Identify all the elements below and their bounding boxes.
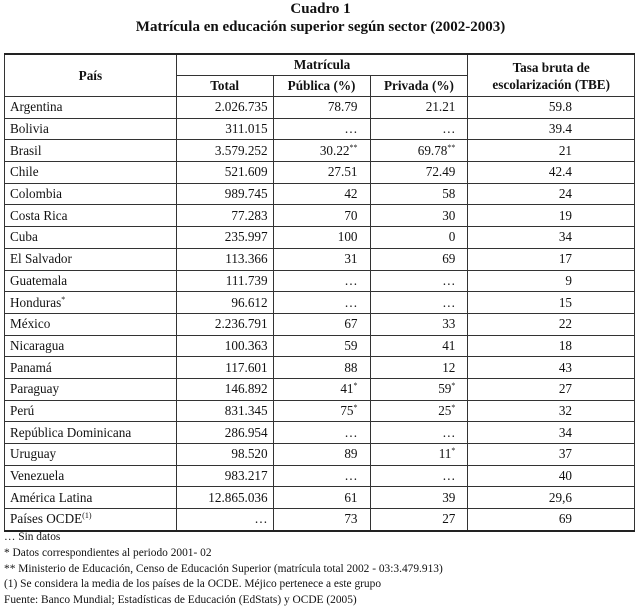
cell-tbe-value: 22	[558, 316, 572, 332]
cell-privada-value: 21.21	[425, 99, 456, 115]
cell-privada	[370, 378, 468, 400]
note-line: (1) Se considera la media de los países de la OCDE. Méjico pertenece a este grupo	[4, 578, 382, 591]
cell-total-value: 113.366	[225, 251, 268, 267]
footnote-mark: **	[447, 142, 456, 152]
cell-tbe-value: 9	[565, 272, 572, 288]
cell-tbe-value: 69	[558, 511, 572, 527]
cell-tbe-value: 39.4	[548, 121, 572, 137]
cell-total-value: 2.236.791	[214, 316, 268, 332]
footnote-mark: (1)	[82, 511, 92, 521]
table-row	[5, 400, 635, 422]
cell-privada-value: 25	[438, 402, 452, 418]
cell-country-value: El Salvador	[10, 251, 72, 267]
cell-total	[176, 465, 273, 487]
table-title	[0, 0, 641, 36]
cell-country	[5, 335, 177, 357]
table-row	[5, 487, 635, 509]
cell-total-value: 111.739	[225, 272, 268, 288]
cell-country	[5, 357, 177, 379]
table-row	[5, 422, 635, 444]
cell-total-value: 98.520	[231, 446, 268, 462]
cell-country	[5, 140, 177, 162]
cell-country-value: Chile	[10, 164, 39, 180]
cell-publica	[273, 357, 370, 379]
cell-total-value: 521.609	[224, 164, 268, 180]
cell-tbe	[468, 422, 635, 444]
cell-country	[5, 292, 177, 314]
footnote-mark: *	[451, 381, 456, 391]
cell-country-value: Guatemala	[10, 272, 68, 288]
footnote-mark: **	[349, 142, 358, 152]
cell-total	[176, 422, 273, 444]
cell-privada-value: 11	[438, 446, 452, 462]
table-row	[5, 465, 635, 487]
cell-country-value: Colombia	[10, 186, 63, 202]
cell-total-value: 2.026.735	[214, 99, 268, 115]
cell-country-value: Argentina	[10, 99, 63, 115]
footnote-mark: *	[451, 446, 456, 456]
cell-tbe	[468, 357, 635, 379]
title-line-2: Matrícula en educación superior según sector (2002-2003)	[135, 19, 506, 35]
cell-privada	[370, 444, 468, 466]
cell-publica-value: 73	[344, 511, 358, 527]
cell-total-value: 117.601	[225, 359, 268, 375]
cell-country-value: Venezuela	[10, 468, 65, 484]
cell-publica-value: …	[344, 468, 358, 484]
cell-tbe-value: 29,6	[548, 489, 572, 505]
cell-tbe	[468, 444, 635, 466]
cell-privada-value: 69.78	[417, 142, 448, 158]
cell-tbe-value: 32	[558, 402, 572, 418]
cell-tbe	[468, 270, 635, 292]
cell-publica	[273, 97, 370, 119]
cell-country-value: Paraguay	[10, 381, 60, 397]
table-row	[5, 335, 635, 357]
cell-country	[5, 509, 177, 531]
table-row	[5, 118, 635, 140]
cell-publica	[273, 465, 370, 487]
cell-total-value: 77.283	[231, 207, 268, 223]
cell-total-value: 311.015	[225, 121, 268, 137]
cell-privada-value: 58	[442, 186, 456, 202]
cell-country	[5, 487, 177, 509]
cell-publica	[273, 248, 370, 270]
cell-total	[176, 183, 273, 205]
cell-privada	[370, 162, 468, 184]
header-publica: Pública (%)	[273, 76, 370, 97]
cell-publica	[273, 140, 370, 162]
cell-privada-value: 30	[442, 207, 456, 223]
cell-privada	[370, 465, 468, 487]
cell-total	[176, 97, 273, 119]
table-notes	[4, 530, 636, 609]
cell-privada	[370, 357, 468, 379]
note-line: Fuente: Banco Mundial; Estadísticas de Educación (EdStats) y OCDE (2005)	[4, 594, 357, 607]
cell-privada	[370, 248, 468, 270]
cell-tbe	[468, 248, 635, 270]
cell-total-value: 286.954	[224, 424, 268, 440]
cell-publica-value: 41	[340, 381, 354, 397]
table-row	[5, 227, 635, 249]
cell-tbe-value: 59.8	[548, 99, 572, 115]
cell-privada-value: …	[442, 121, 456, 137]
cell-privada-value: …	[442, 468, 456, 484]
cell-publica-value: 78.79	[327, 99, 358, 115]
cell-publica-value: 89	[344, 446, 358, 462]
cell-tbe-value: 34	[558, 424, 572, 440]
cell-total	[176, 378, 273, 400]
cell-country	[5, 97, 177, 119]
cell-privada	[370, 140, 468, 162]
cell-country	[5, 183, 177, 205]
cell-total	[176, 205, 273, 227]
table-row	[5, 292, 635, 314]
cell-publica-value: …	[344, 424, 358, 440]
cell-total	[176, 118, 273, 140]
cell-publica-value: 88	[344, 359, 358, 375]
cell-tbe-value: 34	[558, 229, 572, 245]
cell-tbe	[468, 292, 635, 314]
cell-tbe-value: 19	[558, 207, 572, 223]
cell-publica	[273, 118, 370, 140]
cell-publica	[273, 487, 370, 509]
note-line: ** Ministerio de Educación, Censo de Educación Superior (matrícula total 2002 - 03:3.479.913)	[4, 562, 443, 575]
cell-privada-value: 27	[442, 511, 456, 527]
cell-publica	[273, 335, 370, 357]
cell-publica-value: 27.51	[327, 164, 358, 180]
cell-total	[176, 335, 273, 357]
cell-tbe-value: 37	[558, 446, 572, 462]
table-row	[5, 205, 635, 227]
cell-total-value: 96.612	[231, 294, 268, 310]
cell-tbe	[468, 140, 635, 162]
cell-tbe	[468, 118, 635, 140]
cell-total	[176, 400, 273, 422]
cell-tbe	[468, 378, 635, 400]
cell-country-value: Bolivia	[10, 121, 49, 137]
cell-country	[5, 400, 177, 422]
table-row	[5, 357, 635, 379]
cell-country	[5, 444, 177, 466]
cell-country-value: Países OCDE	[10, 511, 83, 527]
cell-publica	[273, 183, 370, 205]
cell-privada	[370, 292, 468, 314]
cell-total	[176, 487, 273, 509]
cell-privada-value: 69	[442, 251, 456, 267]
cell-country	[5, 465, 177, 487]
cell-publica-value: 59	[344, 337, 358, 353]
cell-country	[5, 313, 177, 335]
cell-total-value: 235.997	[224, 229, 268, 245]
cell-publica	[273, 292, 370, 314]
cell-country-value: Panamá	[10, 359, 52, 375]
cell-tbe-value: 43	[558, 359, 572, 375]
note-line: … Sin datos	[4, 531, 61, 543]
cell-country	[5, 205, 177, 227]
cell-country-value: México	[10, 316, 51, 332]
cell-total-value: 3.579.252	[214, 142, 268, 158]
cell-total	[176, 357, 273, 379]
cell-privada	[370, 487, 468, 509]
cell-total-value: 989.745	[224, 186, 268, 202]
note-line: * Datos correspondientes al periodo 2001- 02	[4, 546, 212, 559]
cell-tbe-value: 17	[558, 251, 572, 267]
cell-privada-value: 59	[438, 381, 452, 397]
cell-total	[176, 313, 273, 335]
cell-country-value: Nicaragua	[10, 337, 65, 353]
cell-privada	[370, 205, 468, 227]
cell-tbe	[468, 97, 635, 119]
cell-publica-value: …	[344, 121, 358, 137]
table-row	[5, 162, 635, 184]
cell-privada-value: 33	[442, 316, 456, 332]
cell-publica	[273, 205, 370, 227]
cell-tbe	[468, 205, 635, 227]
cell-privada	[370, 97, 468, 119]
cell-total-value: 983.217	[224, 468, 268, 484]
cell-total	[176, 270, 273, 292]
cell-publica-value: 70	[344, 207, 358, 223]
cell-privada-value: …	[442, 424, 456, 440]
cell-publica	[273, 313, 370, 335]
title-line-1: Cuadro 1	[290, 1, 351, 17]
cell-tbe-value: 18	[558, 337, 572, 353]
cell-publica-value: 61	[344, 489, 358, 505]
cell-total-value: 100.363	[224, 337, 268, 353]
header-tbe: Tasa bruta de escolarización (TBE)	[468, 54, 635, 97]
cell-publica-value: 67	[344, 316, 358, 332]
header-country: País	[5, 54, 177, 97]
cell-country-value: República Dominicana	[10, 424, 132, 440]
cell-privada	[370, 227, 468, 249]
cell-total	[176, 292, 273, 314]
cell-total	[176, 509, 273, 531]
cell-tbe	[468, 465, 635, 487]
table-row	[5, 509, 635, 531]
cell-publica-value: 75	[340, 402, 354, 418]
cell-publica	[273, 227, 370, 249]
cell-publica-value: …	[344, 294, 358, 310]
cell-tbe	[468, 313, 635, 335]
footnote-mark: *	[61, 294, 66, 304]
cell-total-value: …	[254, 511, 268, 527]
cell-total-value: 831.345	[224, 402, 268, 418]
footnote-mark: *	[353, 381, 358, 391]
cell-privada-value: 72.49	[425, 164, 456, 180]
cell-tbe-value: 24	[558, 186, 572, 202]
table-row	[5, 140, 635, 162]
table-row	[5, 313, 635, 335]
cell-tbe-value: 40	[558, 468, 572, 484]
cell-total	[176, 162, 273, 184]
cell-publica-value: 30.22	[319, 142, 350, 158]
cell-privada	[370, 335, 468, 357]
cell-total-value: 12.865.036	[208, 489, 268, 505]
cell-tbe	[468, 227, 635, 249]
footnote-mark: *	[451, 402, 456, 412]
cell-country-value: Uruguay	[10, 446, 57, 462]
cell-privada	[370, 118, 468, 140]
cell-country	[5, 162, 177, 184]
cell-privada-value: 12	[442, 359, 456, 375]
cell-total	[176, 444, 273, 466]
cell-privada-value: 0	[448, 229, 456, 245]
cell-total	[176, 140, 273, 162]
cell-publica	[273, 509, 370, 531]
cell-tbe	[468, 335, 635, 357]
table-body	[5, 97, 635, 531]
cell-privada	[370, 400, 468, 422]
table-row	[5, 270, 635, 292]
cell-country-value: América Latina	[10, 489, 93, 505]
cell-privada-value: …	[442, 272, 456, 288]
cell-country	[5, 270, 177, 292]
cell-publica	[273, 162, 370, 184]
cell-total-value: 146.892	[224, 381, 268, 397]
cell-privada	[370, 183, 468, 205]
cell-country-value: Cuba	[10, 229, 38, 245]
cell-publica-value: 42	[344, 186, 358, 202]
cell-privada-value: 41	[442, 337, 456, 353]
cell-privada-value: 39	[442, 489, 456, 505]
header-matricula: Matrícula	[176, 54, 468, 76]
cell-country-value: Costa Rica	[10, 207, 68, 223]
cell-country	[5, 118, 177, 140]
table-row	[5, 444, 635, 466]
cell-publica	[273, 422, 370, 444]
cell-tbe-value: 21	[558, 142, 572, 158]
header-privada: Privada (%)	[370, 76, 468, 97]
cell-tbe	[468, 487, 635, 509]
cell-publica	[273, 444, 370, 466]
cell-country	[5, 227, 177, 249]
cell-tbe	[468, 400, 635, 422]
cell-privada	[370, 313, 468, 335]
cell-privada	[370, 509, 468, 531]
cell-privada	[370, 422, 468, 444]
cell-total	[176, 227, 273, 249]
cell-tbe	[468, 509, 635, 531]
cell-publica	[273, 270, 370, 292]
cell-publica-value: …	[344, 272, 358, 288]
cell-publica	[273, 400, 370, 422]
footnote-mark: *	[353, 402, 358, 412]
header-total: Total	[176, 76, 273, 97]
cell-country-value: Perú	[10, 402, 35, 418]
cell-publica	[273, 378, 370, 400]
cell-privada	[370, 270, 468, 292]
cell-total	[176, 248, 273, 270]
cell-tbe-value: 42.4	[548, 164, 572, 180]
cell-tbe-value: 15	[558, 294, 572, 310]
cell-tbe	[468, 183, 635, 205]
cell-country-value: Honduras	[10, 294, 62, 310]
cell-country	[5, 378, 177, 400]
table-row	[5, 97, 635, 119]
cell-country-value: Brasil	[10, 142, 42, 158]
cell-country	[5, 422, 177, 444]
enrollment-table	[4, 53, 635, 532]
cell-privada-value: …	[442, 294, 456, 310]
cell-country	[5, 248, 177, 270]
table-row	[5, 248, 635, 270]
table-row	[5, 378, 635, 400]
cell-tbe	[468, 162, 635, 184]
cell-tbe-value: 27	[558, 381, 572, 397]
cell-publica-value: 100	[337, 229, 358, 245]
table-row	[5, 183, 635, 205]
cell-publica-value: 31	[344, 251, 358, 267]
